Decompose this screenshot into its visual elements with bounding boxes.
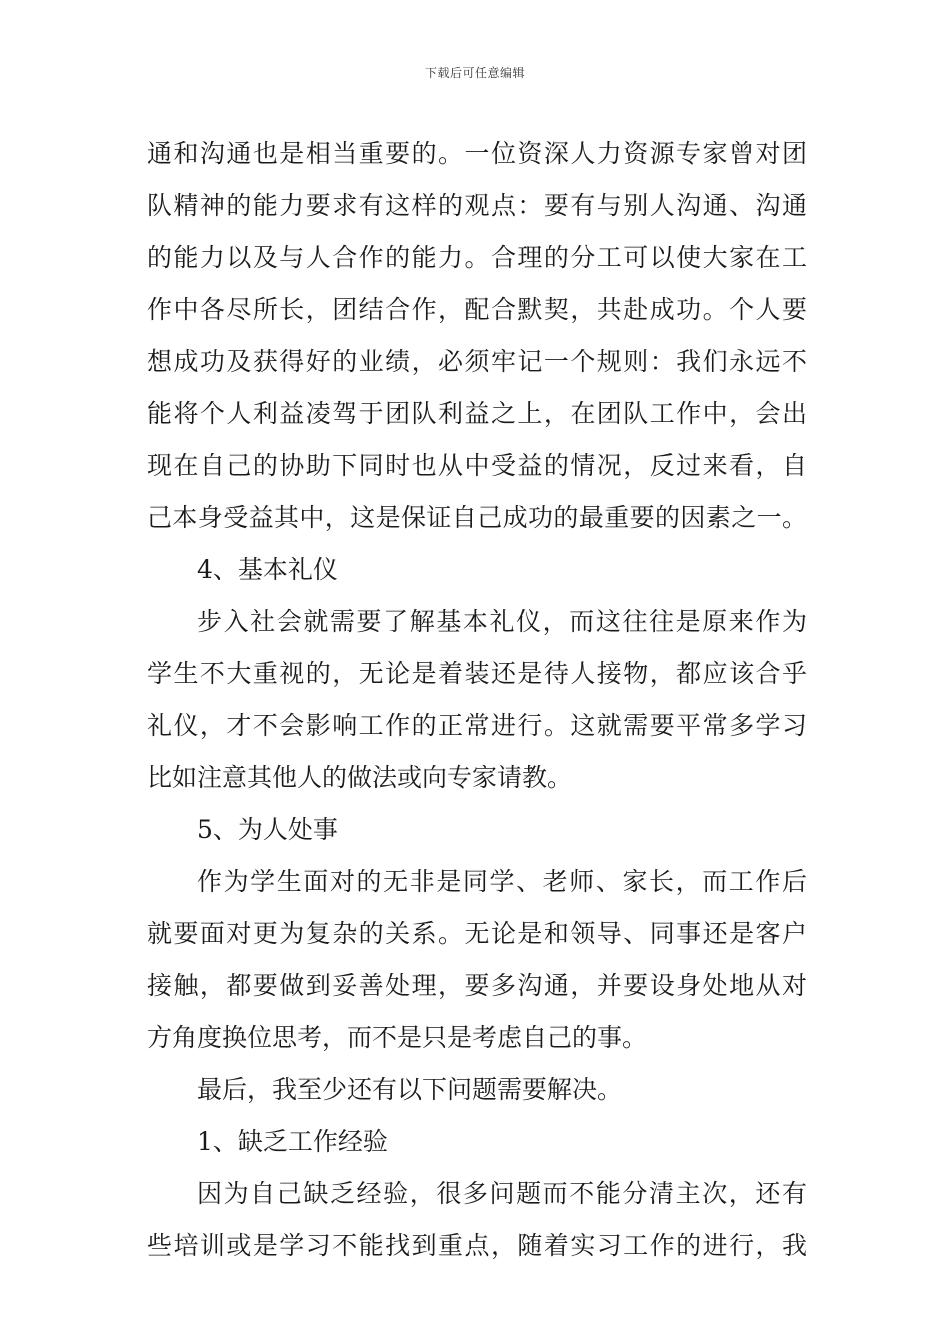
text-line: 现在自己的协助下同时也从中受益的情况，反过来看，自 xyxy=(147,451,807,480)
text-line: 想成功及获得好的业绩，必须牢记一个规则：我们永远不 xyxy=(147,347,807,376)
text-line: 比如注意其他人的做法或向专家请教。 xyxy=(147,763,573,792)
text-line: 5、为人处事 xyxy=(197,815,338,844)
text-line: 学生不大重视的，无论是着装还是待人接物，都应该合乎 xyxy=(147,659,807,688)
page-header: 下载后可任意编辑 xyxy=(424,66,525,80)
text-line: 能将个人利益凌驾于团队利益之上，在团队工作中，会出 xyxy=(147,399,807,428)
body-text xyxy=(147,128,807,1272)
text-line: 4、基本礼仪 xyxy=(197,555,338,584)
text-line: 作为学生面对的无非是同学、老师、家长，而工作后 xyxy=(197,867,807,896)
text-line: 就要面对更为复杂的关系。无论是和领导、同事还是客户 xyxy=(147,919,807,948)
text-line: 方角度换位思考，而不是只是考虑自己的事。 xyxy=(147,1023,648,1052)
text-line: 些培训或是学习不能找到重点，随着实习工作的进行，我 xyxy=(147,1231,807,1260)
text-line: 1、缺乏工作经验 xyxy=(197,1127,388,1156)
text-line: 礼仪，才不会影响工作的正常进行。这就需要平常多学习 xyxy=(147,711,807,740)
text-line: 队精神的能力要求有这样的观点：要有与别人沟通、沟通 xyxy=(147,191,807,220)
text-line: 通和沟通也是相当重要的。一位资深人力资源专家曾对团 xyxy=(147,139,807,168)
text-line: 最后，我至少还有以下问题需要解决。 xyxy=(197,1075,623,1104)
text-line: 接触，都要做到妥善处理，要多沟通，并要设身处地从对 xyxy=(147,971,807,1000)
text-line: 步入社会就需要了解基本礼仪，而这往往是原来作为 xyxy=(197,607,807,636)
text-line: 因为自己缺乏经验，很多问题而不能分清主次，还有 xyxy=(197,1179,807,1208)
text-line: 作中各尽所长，团结合作，配合默契，共赴成功。个人要 xyxy=(147,295,807,324)
text-line: 己本身受益其中，这是保证自己成功的最重要的因素之一。 xyxy=(147,503,807,532)
text-line: 的能力以及与人合作的能力。合理的分工可以使大家在工 xyxy=(147,243,807,272)
